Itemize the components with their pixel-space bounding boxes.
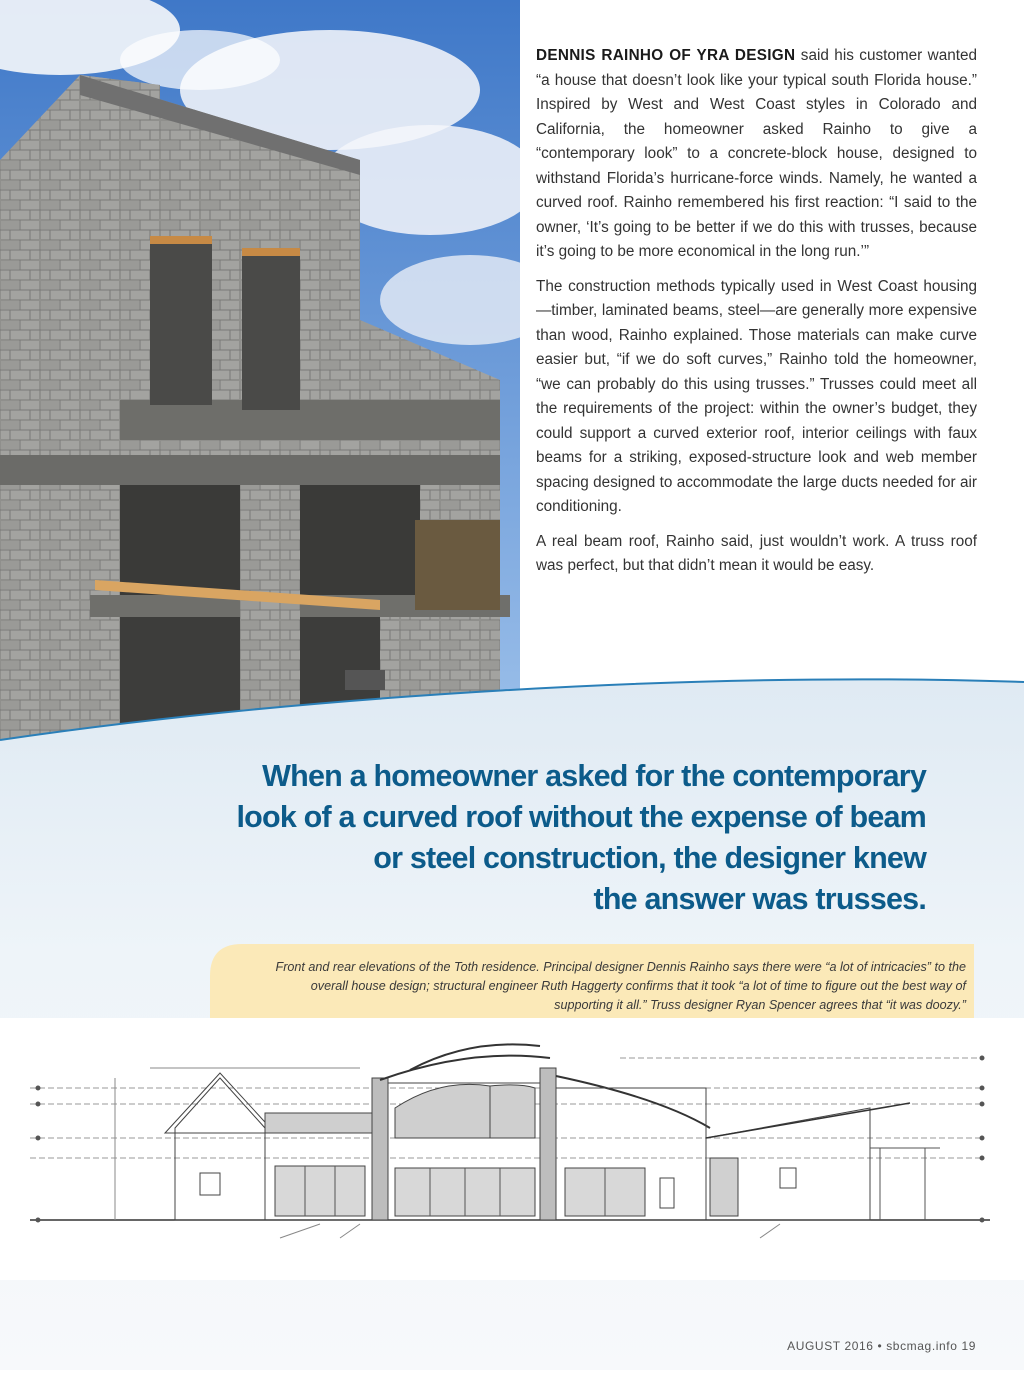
construction-photo — [0, 0, 520, 740]
article-paragraph-1-text: said his customer wanted “a house that doesn’t look like your typical south Florida house.” Inspired by West and West Coast styles in Colorado and California, the homeowner asked Rainho to give a “contemporary look” to a concrete-block house, designed to withstand Florida’s hurricane-force winds. Namely, he wanted a curved roof. Rainho remembered his first reaction: “I said to the owner, ‘It’s going to be better if we do this with trusses, because it’s going to be more economical in the long run.’” — [536, 47, 977, 260]
article-lead: DENNIS RAINHO OF YRA DESIGN — [536, 47, 796, 64]
page-footer: AUGUST 2016 • sbcmag.info 19 — [787, 1339, 976, 1353]
pull-quote-line-4: the answer was trusses. — [593, 882, 926, 916]
pull-quote — [206, 756, 926, 920]
pull-quote-line-3: or steel construction, the designer knew — [373, 841, 926, 875]
pull-quote-line-2: look of a curved roof without the expense of beam — [236, 800, 926, 834]
pull-quote-line-1: When a homeowner asked for the contemporary — [262, 759, 926, 793]
article-paragraph-2: The construction methods typically used in West Coast housing—timber, laminated beams, steel—are generally more expensive than wood, Rainho explained. Those materials can make curve easier but, “if we do soft curves,” Rainho told the homeowner, “we can probably do this using trusses.” Trusses could meet all the requirements of the project: within the owner’s budget, they could support a curved exterior roof, interior ceilings with faux beams for a striking, exposed-structure look and web member spacing designed to accommodate the large ducts needed for air conditioning. — [536, 277, 977, 515]
figure-caption: Front and rear elevations of the Toth residence. Principal designer Dennis Rainho says there were “a lot of intricacies” to the overall house design; structural engineer Ruth Haggerty confirms that it took “a lot of time to figure out the best way of supporting it all.” Truss designer Ryan Spencer agrees that “it was doozy.” — [275, 960, 966, 1012]
article-body — [536, 44, 977, 589]
article-paragraph-1 — [536, 44, 977, 265]
elevation-drawing — [20, 1028, 1010, 1278]
figure-caption-box — [210, 944, 974, 1018]
article-paragraph-3: A real beam roof, Rainho said, just wouldn’t work. A truss roof was perfect, but that didn’t mean it would be easy. — [536, 532, 977, 574]
